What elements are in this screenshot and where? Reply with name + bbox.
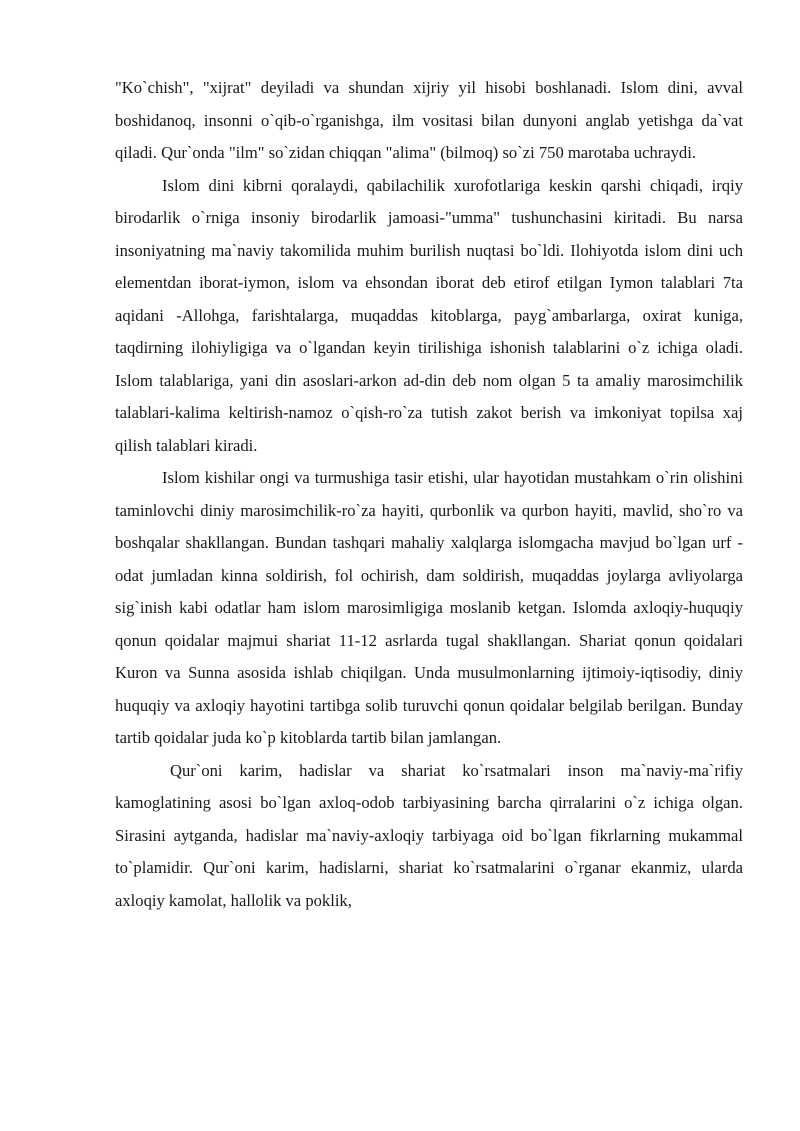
paragraph-1: "Ko`chish", "xijrat" deyiladi va shundan xijriy yil hisobi boshlanadi. Islom dini, avval boshidanoq, insonni o`qib-o`rganishga, ilm vositasi bilan dunyoni anglab yetishga da`vat qiladi. Qur`onda "ilm" so`zidan chiqqan "alima" (bilmoq) so`zi 750 marotaba uchraydi.: [115, 78, 743, 162]
paragraph-3: Islom kishilar ongi va turmushiga tasir etishi, ular hayotidan mustahkam o`rin olishini taminlovchi diniy marosimchilik-ro`za hayiti, qurbonlik va qurbon hayiti, mavlid, sho`ro va boshqalar shakllangan. Bundan tashqari mahaliy xalqlarga islomgacha mavjud bo`lgan urf -odat jumladan kinna soldirish, fol ochirish, dam soldirish, muqaddas joylarga avliyolarga sig`inish kabi odatlar ham islom marosimligiga moslanib ketgan. Islomda axloqiy-huquqiy qonun qoidalar majmui shariat 11-12 asrlarda tugal shakllangan. Shariat qonun qoidalari Kuron va Sunna asosida ishlab chiqilgan. Unda musulmonlarning ijtimoiy-iqtisodiy, diniy huquqiy va axloqiy hayotini tartibga solib turuvchi qonun qoidalar belgilab berilgan. Bunday tartib qoidalar juda ko`p kitoblarda tartib bilan jamlangan.: [115, 468, 743, 747]
document-page: [115, 72, 743, 917]
paragraph-4: Qur`oni karim, hadislar va shariat ko`rsatmalari inson ma`naviy-ma`rifiy kamoglatining asosi bo`lgan axloq-odob tarbiyasining barcha qirralarini o`z ichiga olgan. Sirasini aytganda, hadislar ma`naviy-axloqiy tarbiyaga oid bo`lgan fikrlarning mukammal to`plamidir. Qur`oni karim, hadislarni, shariat ko`rsatmalarini o`rganar ekanmiz, ularda axloqiy kamolat, hallolik va poklik,: [115, 760, 743, 910]
paragraph-2: Islom dini kibrni qoralaydi, qabilachilik xurofotlariga keskin qarshi chiqadi, irqiy birodarlik o`rniga insoniy birodarlik jamoasi-"umma" tushunchasini kiritadi. Bu narsa insoniyatning ma`naviy takomilida muhim burilish nuqtasi bo`ldi. Ilohiyotda islom dini uch elementdan iborat-iymon, islom va ehsondan iborat deb etirof etilgan Iymon talablari 7ta aqidani -Allohga, farishtalarga, muqaddas kitoblarga, payg`ambarlarga, oxirat kuniga, taqdirning ilohiyligiga va o`lgandan keyin tirilishiga ishonish talablarini o`z ichiga oladi. Islom talablariga, yani din asoslari-arkon ad-din deb nom olgan 5 ta amaliy marosimchilik talablari-kalima keltirish-namoz o`qish-ro`za tutish zakot berish va imkoniyat topilsa xaj qilish talablari kiradi.: [115, 175, 743, 455]
